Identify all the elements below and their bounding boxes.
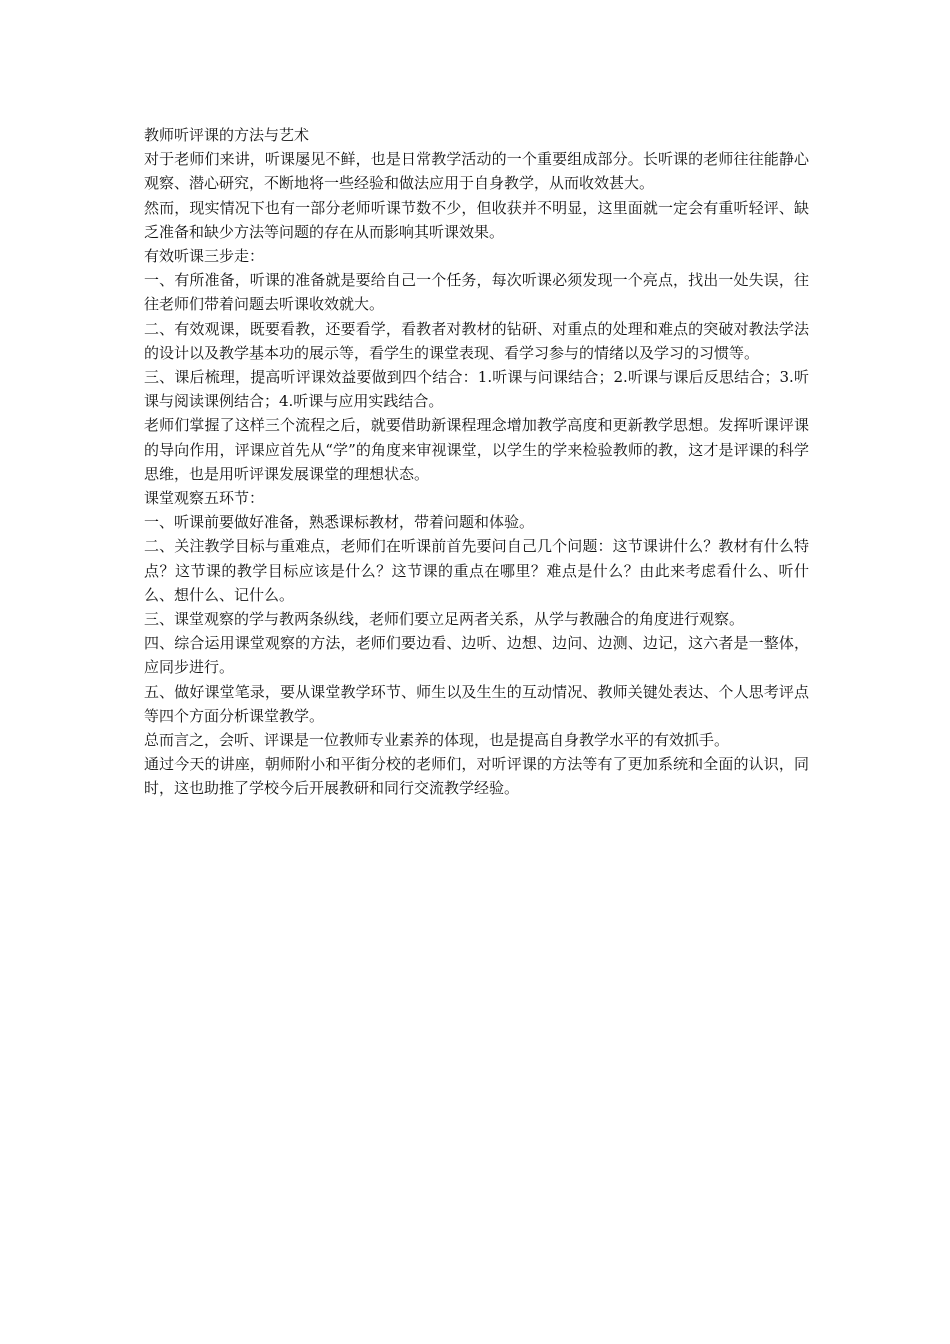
paragraph: 老师们掌握了这样三个流程之后，就要借助新课程理念增加教学高度和更新教学思想。发挥听课评课的导向作用，评课应首先从“学”的角度来审视课堂，以学生的学来检验教师的教，这才是评课的科学思维，也是用听评课发展课堂的理想状态。 [144,416,809,483]
paragraph: 对于老师们来讲，听课屡见不鲜，也是日常教学活动的一个重要组成部分。长听课的老师往往能静心观察、潜心研究，不断地将一些经验和做法应用于自身教学，从而收效甚大。 [144,150,809,193]
paragraph: 通过今天的讲座，朝师附小和平街分校的老师们，对听评课的方法等有了更加系统和全面的认识，同时，这也助推了学校今后开展教研和同行交流教学经验。 [144,755,809,798]
paragraph: 二、有效观课，既要看教，还要看学，看教者对教材的钻研、对重点的处理和难点的突破对教法学法的设计以及教学基本功的展示等，看学生的课堂表现、看学习参与的情绪以及学习的习惯等。 [144,319,809,362]
document-body [144,123,809,801]
paragraph: 然而，现实情况下也有一部分老师听课节数不少，但收获并不明显，这里面就一定会有重听轻评、缺乏准备和缺少方法等问题的存在从而影响其听课效果。 [144,198,809,241]
section-heading: 有效听课三步走： [144,247,265,266]
paragraph: 二、关注教学目标与重难点，老师们在听课前首先要问自己几个问题：这节课讲什么？教材有什么特点？这节课的教学目标应该是什么？这节课的重点在哪里？难点是什么？由此来考虑看什么、听什么、想什么、记什么。 [144,537,809,604]
paragraph: 五、做好课堂笔录，要从课堂教学环节、师生以及生生的互动情况、教师关键处表达、个人思考评点等四个方面分析课堂教学。 [144,682,809,725]
paragraph: 三、课后梳理，提高听评课效益要做到四个结合：1.听课与问课结合；2.听课与课后反思结合；3.听课与阅读课例结合；4.听课与应用实践结合。 [144,368,809,411]
paragraph: 一、有所准备，听课的准备就是要给自己一个任务，每次听课必须发现一个亮点，找出一处失误，往往老师们带着问题去听课收效就大。 [144,271,809,314]
paragraph: 总而言之，会听、评课是一位教师专业素养的体现，也是提高自身教学水平的有效抓手。 [144,731,730,750]
section-heading: 课堂观察五环节： [144,489,265,508]
paragraph: 一、听课前要做好准备，熟悉课标教材，带着问题和体验。 [144,513,535,532]
document-title: 教师听评课的方法与艺术 [144,126,310,144]
paragraph: 四、综合运用课堂观察的方法，老师们要边看、边听、边想、边问、边测、边记，这六者是一整体，应同步进行。 [144,634,809,677]
paragraph: 三、课堂观察的学与教两条纵线，老师们要立足两者关系，从学与教融合的角度进行观察。 [144,610,745,629]
